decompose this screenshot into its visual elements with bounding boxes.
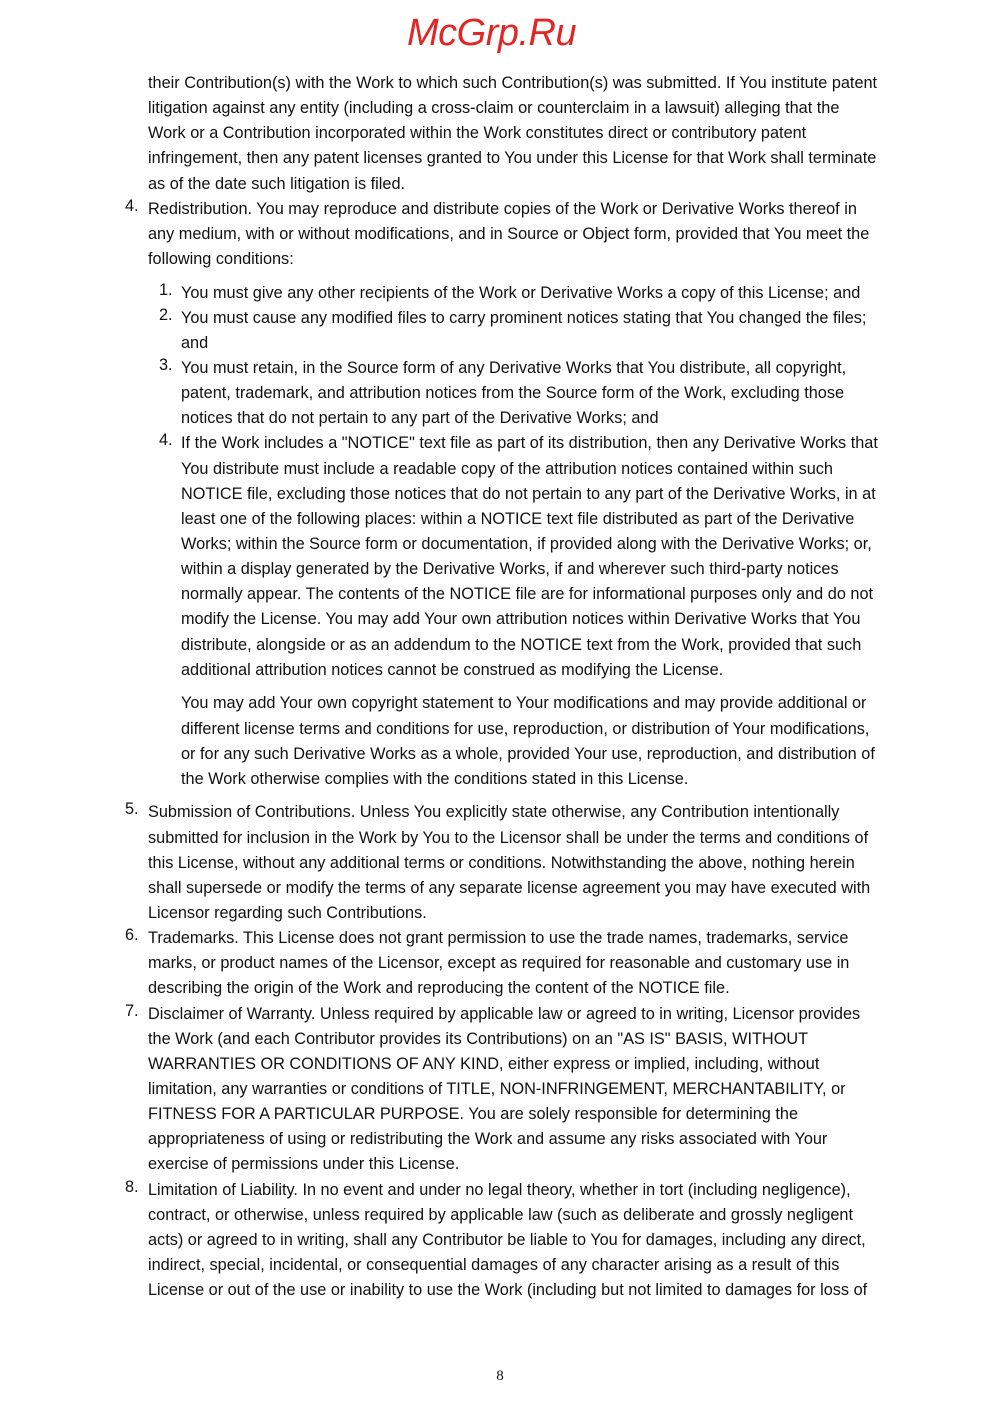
text-line: modify the License. You may add Your own attribution notices within Derivative Works that You	[181, 610, 861, 629]
text-line: You must give any other recipients of the Work or Derivative Works a copy of this License; and	[181, 283, 861, 302]
list-number: 5.	[125, 800, 139, 819]
list-number: 3.	[159, 356, 173, 375]
text-line: You may add Your own copyright statement to Your modifications and may provide additional or	[181, 694, 867, 713]
text-line: You must retain, in the Source form of any Derivative Works that You distribute, all copyright,	[181, 359, 847, 378]
text-line: FITNESS FOR A PARTICULAR PURPOSE. You are solely responsible for determining the	[148, 1105, 799, 1124]
text-line: the Work (and each Contributor provides its Contributions) on an "AS IS" BASIS, WITHOUT	[148, 1029, 809, 1048]
list-item	[0, 306, 1000, 356]
text-line: shall supersede or modify the terms of any separate license agreement you may have executed with	[148, 878, 871, 897]
text-line: notices that do not pertain to any part of the Derivative Works; and	[181, 409, 659, 428]
text-line: indirect, special, incidental, or consequential damages of any character arising as a result of this	[148, 1255, 840, 1274]
list-item	[0, 1002, 1000, 1178]
list-number: 6.	[125, 926, 139, 945]
list-item	[0, 281, 1000, 306]
list-number: 4.	[125, 196, 139, 215]
watermark: McGrp.Ru	[407, 12, 577, 54]
text-line: describing the origin of the Work and reproducing the content of the NOTICE file.	[148, 979, 730, 998]
text-line: Work or a Contribution incorporated within the Work constitutes direct or contributory patent	[148, 124, 807, 143]
text-line: Redistribution. You may reproduce and distribute copies of the Work or Derivative Works thereof in	[148, 199, 857, 218]
text-line: or for any such Derivative Works as a whole, provided Your use, reproduction, and distribution of	[181, 744, 875, 763]
text-line: License or out of the use or inability to use the Work (including but not limited to damages for loss of	[148, 1281, 868, 1300]
page-number: 8	[496, 1368, 504, 1384]
list-number: 2.	[159, 305, 173, 324]
text-line: appropriateness of using or redistributing the Work and assume any risks associated with Your	[148, 1130, 828, 1149]
text-line: litigation against any entity (including a cross-claim or counterclaim in a lawsuit) alleging that the	[148, 99, 840, 118]
text-line: distribute, alongside or as an addendum to the NOTICE text from the Work, provided that such	[181, 635, 862, 654]
list-number: 4.	[159, 431, 173, 450]
text-line: this License, without any additional terms or conditions. Notwithstanding the above, nothing herein	[148, 853, 855, 872]
text-line: Submission of Contributions. Unless You explicitly state otherwise, any Contribution intentionally	[148, 803, 840, 822]
text-line: limitation, any warranties or conditions of TITLE, NON-INFRINGEMENT, MERCHANTABILITY, or	[148, 1079, 846, 1098]
paragraph	[0, 71, 1000, 197]
text-line: their Contribution(s) with the Work to which such Contribution(s) was submitted. If You institute patent	[148, 74, 878, 92]
text-line: additional attribution notices cannot be construed as modifying the License.	[181, 660, 724, 679]
list-item	[0, 356, 1000, 431]
document-body	[0, 71, 1000, 1303]
text-line: Limitation of Liability. In no event and under no legal theory, whether in tort (including negligence),	[148, 1180, 851, 1199]
list-item	[0, 800, 1000, 926]
text-line: Works; within the Source form or documentation, if provided along with the Derivative Works; or,	[181, 535, 872, 554]
text-line: If the Work includes a "NOTICE" text file as part of its distribution, then any Derivative Works that	[181, 434, 878, 453]
text-line: normally appear. The contents of the NOTICE file are for informational purposes only and do not	[181, 585, 874, 604]
text-line: different license terms and conditions for use, reproduction, or distribution of Your modifications,	[181, 719, 870, 738]
list-number: 7.	[125, 1001, 139, 1020]
list-item	[0, 926, 1000, 1001]
text-line: acts) or agreed to in writing, shall any Contributor be liable to You for damages, including any direct,	[148, 1230, 866, 1249]
list-item	[0, 197, 1000, 272]
text-line: as of the date such litigation is filed.	[148, 174, 406, 193]
text-line: exercise of permissions under this License.	[148, 1155, 460, 1174]
list-item	[0, 1178, 1000, 1304]
text-line: You must cause any modified files to carry prominent notices stating that You changed the files;	[181, 308, 867, 327]
text-line: patent, trademark, and attribution notices from the Source form of the Work, excluding those	[181, 384, 845, 403]
text-line: Disclaimer of Warranty. Unless required by applicable law or agreed to in writing, Licensor provides	[148, 1004, 861, 1023]
text-line: Licensor regarding such Contributions.	[148, 904, 427, 922]
list-number: 1.	[159, 280, 173, 299]
text-line: any medium, with or without modifications, and in Source or Object form, provided that You meet the	[148, 224, 870, 243]
text-line: You distribute must include a readable copy of the attribution notices contained within such	[181, 459, 833, 478]
text-line: Trademarks. This License does not grant permission to use the trade names, trademarks, service	[148, 929, 849, 948]
list-number: 8.	[125, 1177, 139, 1196]
list-item	[0, 431, 1000, 682]
text-line: WARRANTIES OR CONDITIONS OF ANY KIND, either express or implied, including, without	[148, 1054, 820, 1073]
text-line: contract, or otherwise, unless required by applicable law (such as deliberate and grossly negligent	[148, 1205, 854, 1224]
text-line: least one of the following places: within a NOTICE text file distributed as part of the Derivative	[181, 509, 855, 528]
text-line: infringement, then any patent licenses granted to You under this License for that Work shall terminate	[148, 149, 877, 168]
text-line: NOTICE file, excluding those notices that do not pertain to any part of the Derivative Works, in at	[181, 484, 876, 503]
text-line: following conditions:	[148, 249, 294, 268]
text-line: and	[181, 333, 209, 352]
paragraph	[0, 691, 1000, 792]
text-line: marks, or product names of the Licensor, except as required for reasonable and customary use in	[148, 954, 850, 973]
text-line: the Work otherwise complies with the conditions stated in this License.	[181, 769, 689, 788]
text-line: submitted for inclusion in the Work by You to the Licensor shall be under the terms and conditions of	[148, 828, 869, 847]
text-line: within a display generated by the Derivative Works, if and wherever such third-party notices	[181, 560, 839, 579]
